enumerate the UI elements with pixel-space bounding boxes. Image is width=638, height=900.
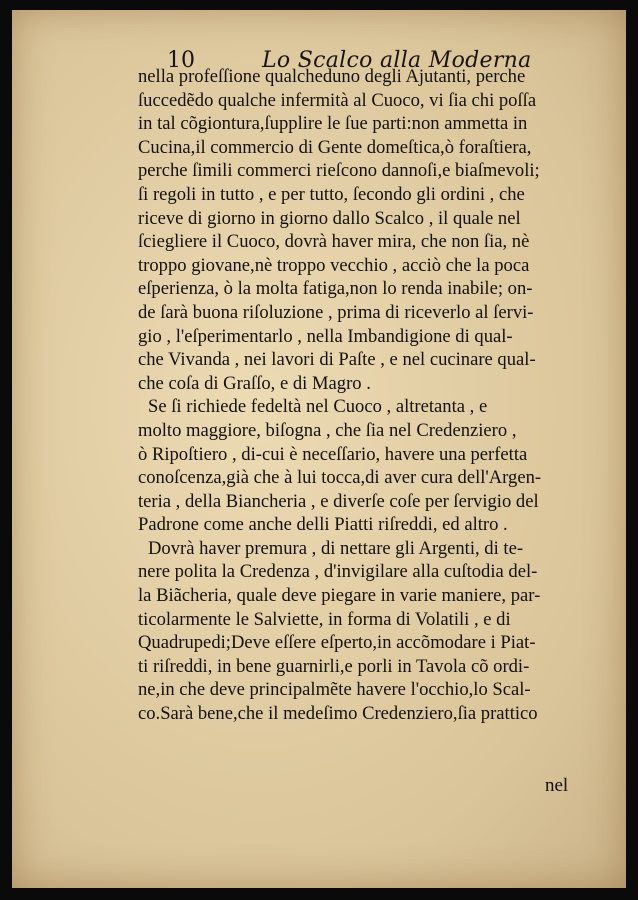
text-line: riceve di giorno in giorno dallo Scalco , il quale nel	[138, 207, 521, 229]
text-line: perche ſimili commerci rieſcono dannoſi,e biaſmevoli;	[138, 160, 540, 182]
body-text	[138, 65, 616, 726]
text-line: ti riſreddi, in bene guarnirli,e porli in Tavola cõ ordi-	[138, 655, 530, 677]
text-line: la Biãcheria, quale deve piegare in varie maniere, par-	[138, 585, 541, 607]
text-line: co.Sarà bene,che il medeſimo Credenziero,ſia prattico	[138, 703, 538, 725]
text-line: nella profeſſione qualcheduno degli Ajutanti, perche	[138, 66, 526, 87]
text-line: de ſarà buona riſoluzione , prima di riceverlo al ſervi-	[138, 301, 534, 323]
text-line: eſperienza, ò la molta fatiga,non lo renda inabile; on-	[138, 278, 533, 300]
text-line: che Vivanda , nei lavori di Paſte , e nel cucinare qual-	[138, 349, 536, 371]
text-line: Cucina,il commercio di Gente domeſtica,ò foraſtiera,	[138, 136, 532, 158]
text-line: nere polita la Credenza , d'invigilare alla cuſtodia del-	[138, 561, 538, 583]
text-line: ſuccedẽdo qualche infermità al Cuoco, vi ſia chi poſſa	[138, 89, 537, 111]
text-line: Padrone come anche delli Piatti riſreddi, ed altro .	[138, 514, 508, 536]
text-line: ò Ripoſtiero , di-cui è neceſſario, havere una perfetta	[138, 443, 528, 465]
text-line: Se ſi richiede fedeltà nel Cuoco , altretanta , e	[148, 396, 488, 418]
text-line: ſi regoli in tutto , e per tutto, ſecondo gli ordini , che	[138, 183, 525, 205]
running-head: Lo Scalco alla Moderna	[262, 48, 532, 73]
text-line: molto maggiore, biſogna , che ſia nel Credenziero ,	[138, 419, 517, 441]
text-line: Dovrà haver premura , di nettare gli Argenti, di te-	[148, 537, 524, 559]
page-number: 10	[167, 48, 195, 73]
text-line: teria , della Biancheria , e diverſe coſe per ſervigio del	[138, 490, 539, 512]
text-line: gio , l'eſperimentarlo , nella Imbandigione di qual-	[138, 325, 513, 347]
text-line: ticolarmente le Salviette, in forma di Volatili , e di	[138, 608, 511, 630]
text-line: Quadrupedi;Deve eſſere eſperto,in accõmodare i Piat-	[138, 632, 536, 654]
text-line: troppo giovane,nè troppo vecchio , acciò che la poca	[138, 254, 530, 276]
text-line: in tal cõgiontura,ſupplire le ſue parti:non ammetta in	[138, 113, 528, 135]
text-line: conoſcenza,già che à lui tocca,di aver cura dell'Argen-	[138, 467, 542, 489]
text-line: ſciegliere il Cuoco, dovrà haver mira, che non ſia, nè	[138, 231, 530, 253]
catchword: nel	[545, 775, 569, 796]
text-line: che coſa di Graſſo, e di Magro .	[138, 372, 371, 394]
text-line: ne,in che deve principalmẽte havere l'occhio,lo Scal-	[138, 679, 531, 701]
